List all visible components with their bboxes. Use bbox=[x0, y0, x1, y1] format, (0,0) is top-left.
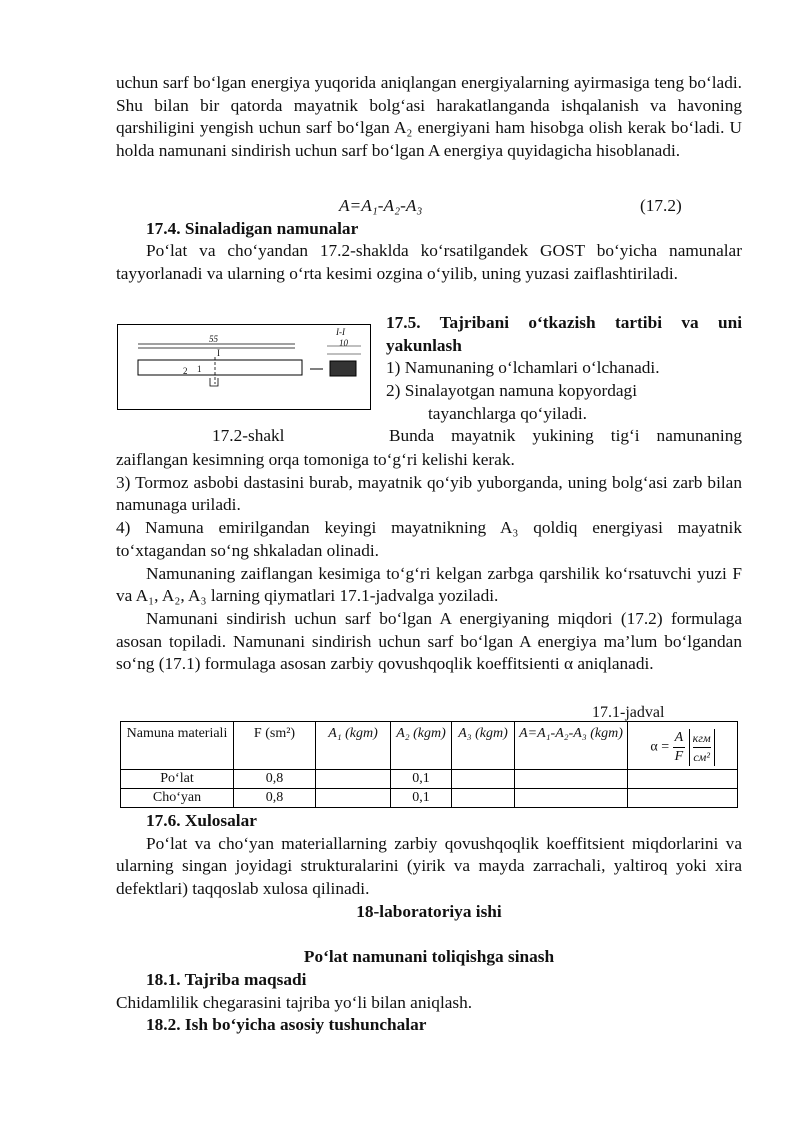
alpha-fraction bbox=[673, 729, 686, 766]
cell-a1 bbox=[316, 789, 391, 808]
lab-title: 18-laboratoriya ishi bbox=[356, 901, 502, 921]
cell-a bbox=[515, 789, 628, 808]
unit-bracket bbox=[689, 729, 715, 766]
mark-i-label: I bbox=[217, 348, 220, 358]
table-row bbox=[121, 770, 738, 789]
blank-line bbox=[116, 924, 742, 947]
heading-17-6: 17.6. Xulosalar bbox=[146, 811, 257, 830]
dim-55-label: 55 bbox=[209, 334, 218, 344]
cell-material: Po‘lat bbox=[121, 770, 234, 789]
unit-numerator: кгм bbox=[693, 729, 711, 748]
cell-alpha bbox=[628, 789, 738, 808]
paragraph-energy-calc: Namunani sindirish uchun sarf bo‘lgan A energiyaning miqdori (17.2) formulaga asosan topiladi. Namunani sindirish uchun sarf bo‘lgan A energiya ma’lum bo‘lgandan so‘ng (17.1) formulaga asosan zarbiy qovushqoqlik koeffitsienti α aniqlanadi. bbox=[116, 608, 742, 674]
step-3: 3) Tormoz asbobi dastasini burab, mayatnik qo‘yib yuborganda, uning bolg‘asi zarb bilan namunaga uriladi. bbox=[116, 472, 742, 515]
table-row bbox=[121, 789, 738, 808]
mark-2-label: 2 bbox=[183, 366, 188, 376]
procedure-column bbox=[386, 312, 742, 426]
cell-alpha bbox=[628, 770, 738, 789]
header-a2: A₂ (kgm) bbox=[391, 722, 452, 770]
figure-17-2 bbox=[117, 324, 371, 410]
formula-number: (17.2) bbox=[640, 196, 682, 215]
alpha-prefix: α = bbox=[650, 739, 670, 755]
section-label: I-I bbox=[336, 327, 345, 337]
heading-18-2: 18.2. Ish bo‘yicha asosiy tushunchalar bbox=[146, 1015, 427, 1035]
header-a3: A₃ (kgm) bbox=[452, 722, 515, 770]
paragraph-samples: Po‘lat va cho‘yandan 17.2-shaklda ko‘rsatilgandek GOST bo‘yicha namunalar tayyorlanadi va ularning o‘rta kesimi ozgina o‘yilib, uning yuzasi zaiflashtiriladi. bbox=[116, 241, 742, 283]
step-2-cont: tayanchlarga qo‘yiladi. bbox=[428, 403, 587, 423]
cell-a2: 0,1 bbox=[391, 770, 452, 789]
formula-17-2: A=A₁-A₂-A₃ bbox=[339, 196, 423, 215]
results-table bbox=[120, 721, 738, 808]
heading-17-4: 17.4. Sinaladigan namunalar bbox=[146, 219, 359, 238]
cell-a1 bbox=[316, 770, 391, 789]
paragraph-conclusion: Po‘lat va cho‘yan materiallarning zarbiy qovushqoqlik koeffitsient miqdorlarini va ularning singan joyidagi strukturalarini (yirik va mayda zarrachali, yaltiroq yoki xira defektlari) taqqoslab xulosa qilinadi. bbox=[116, 833, 742, 899]
heading-17-5-cont: yakunlash bbox=[386, 335, 462, 355]
unit-denominator: см² bbox=[693, 749, 710, 764]
procedure-rest bbox=[116, 449, 742, 676]
heading-17-5: 17.5. Tajribani o‘tkazish tartibi va uni bbox=[386, 313, 742, 332]
header-a1: A₁ (kgm) bbox=[316, 722, 391, 770]
mark-1-label: 1 bbox=[197, 364, 202, 374]
step-2-note-cont: zaiflangan kesimning orqa tomoniga to‘g‘ri kelishi kerak. bbox=[116, 450, 515, 469]
cell-a2: 0,1 bbox=[391, 789, 452, 808]
paragraph-energy: uchun sarf bo‘lgan energiya yuqorida aniqlangan energiyalarning ayirmasiga teng bo‘ladi. Shu bilan bir qatorda mayatnik bolg‘asi harakatlanganda ishqalanish va havoning qarshiligini yengish uchun sarf bo‘lgan A₂ energiyani ham hisobga olish kerak bo‘ladi. U holda namunani sindirish uchun sarf bo‘lgan A energiya quyidagicha hisoblanadi. bbox=[116, 73, 742, 161]
header-a: A=A₁-A₂-A₃ (kgm) bbox=[515, 722, 628, 770]
step-2: 2) Sinalayotgan namuna kopyordagi bbox=[386, 381, 638, 401]
step-4: 4) Namuna emirilgandan keyingi mayatnikning A₃ qoldiq energiyasi mayatnik to‘xtagandan so‘ng shkaladan olinadi. bbox=[116, 518, 742, 560]
dim-10-label: 10 bbox=[339, 338, 348, 348]
paragraph-goal: Chidamlilik chegarasini tajriba yo‘li bilan aniqlash. bbox=[116, 992, 473, 1012]
cell-f: 0,8 bbox=[234, 789, 316, 808]
cell-a bbox=[515, 770, 628, 789]
lab-subtitle: Po‘lat namunani toliqishga sinash bbox=[303, 947, 555, 967]
paragraph-record-values: Namunaning zaiflangan kesimiga to‘g‘ri kelgan zarbga qarshilik ko‘rsatuvchi yuzi F va A₁, A₂, A₃ larning qiymatlari 17.1-jadvalga yoziladi. bbox=[116, 563, 742, 606]
figure-caption: 17.2-shakl bbox=[212, 426, 285, 445]
cell-a3 bbox=[452, 789, 515, 808]
cell-f: 0,8 bbox=[234, 770, 316, 789]
specimen-drawing bbox=[117, 324, 371, 410]
step-1: 1) Namunaning o‘lchamlari o‘lchanadi. bbox=[386, 358, 660, 378]
header-alpha bbox=[628, 722, 738, 770]
cell-a3 bbox=[452, 770, 515, 789]
heading-18-1: 18.1. Tajriba maqsadi bbox=[146, 969, 307, 989]
conclusion-section bbox=[116, 810, 742, 1037]
cell-material: Cho‘yan bbox=[121, 789, 234, 808]
header-f: F (sm²) bbox=[234, 722, 316, 770]
step-2-note: Bunda mayatnik yukining tig‘i namunaning bbox=[389, 426, 742, 445]
table-label: 17.1-jadval bbox=[592, 704, 665, 721]
alpha-denominator: F bbox=[674, 748, 684, 764]
header-material: Namuna materiali bbox=[121, 722, 234, 770]
alpha-numerator: A bbox=[673, 729, 686, 748]
table-header-row bbox=[121, 722, 738, 770]
